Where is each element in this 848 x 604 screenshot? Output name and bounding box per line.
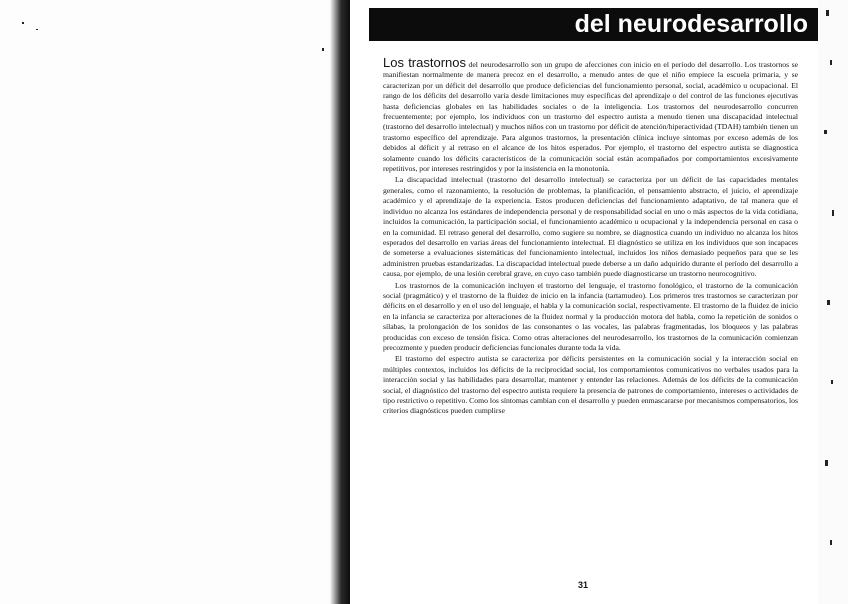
scan-speck (825, 460, 828, 466)
scan-speck (826, 10, 829, 16)
scan-speck (827, 300, 830, 305)
lead-words: Los trastornos (383, 55, 466, 70)
paragraph-autism-spectrum: El trastorno del espectro autista se caracteriza por déficits persistentes en la comunicación social y la interacción social en múltiples contextos, incluidos los déficits de la reciprocidad social, los comportamientos comunicativos no verbales usados para la interacción social y las habilidades para desarrollar, mantener y entender las relaciones. Además de los déficits de la comunicación social, el diagnóstico del trastorno del espectro autista requiere la presencia de patrones de comportamiento, intereses o actividades de tipo restrictivo o repetitivo. Como los síntomas cambian con el desarrollo y pueden enmascararse por mecanismos compensatorios, los criterios diagnósticos pueden cumplirse (383, 354, 798, 416)
book-binding-shadow (330, 0, 350, 604)
scan-speck (22, 22, 24, 24)
next-page-edge (818, 0, 848, 604)
scan-speck (831, 380, 833, 384)
chapter-title-bar (369, 8, 818, 41)
left-facing-page (0, 0, 330, 604)
scan-speck (824, 130, 827, 134)
scan-speck (832, 210, 834, 216)
chapter-title: del neurodesarrollo (574, 10, 808, 38)
paragraph-text: del neurodesarrollo son un grupo de afecciones con inicio en el período del desarrollo. Los trastornos se manifiestan normalmente de manera precoz en el desarrollo, a menudo antes de que el niño empiece la escuela primaria, y se caracterizan por un déficit del desarrollo que produce deficiencias del funcionamiento personal, social, académico u ocupacional. El rango de los déficits del desarrollo varía desde limitaciones muy específicas del aprendizaje o del control de las funciones ejecutivas hasta deficiencias globales en las habilidades sociales o de la inteligencia. Los trastornos del neurodesarrollo concurren frecuentemente; por ejemplo, los individuos con un trastorno del espectro autista a menudo tienen una discapacidad intelectual (trastorno del desarrollo intelectual) y muchos niños con un trastorno por déficit de atención/hiperactividad (TDAH) también tienen un trastorno específico del aprendizaje. Para algunos trastornos, la presentación clínica incluye síntomas por exceso además de los debidos al déficit y al retraso en el alcance de los hitos esperados. Por ejemplo, el trastorno del espectro autista se diagnostica solamente cuando los déficits característicos de la comunicación social están acompañados por comportamientos excesivamente repetitivos, por intereses restringidos y por la insistencia en la monotonía. (383, 60, 799, 174)
scan-speck (36, 29, 38, 30)
scan-speck (830, 540, 832, 545)
page-body-text (383, 55, 799, 418)
page-number: 31 (578, 580, 589, 590)
scan-speck (322, 48, 324, 51)
paragraph-intellectual-disability: La discapacidad intelectual (trastorno del desarrollo intelectual) se caracteriza por un déficit de las capacidades mentales generales, como el razonamiento, la resolución de problemas, la planificación, el pensamiento abstracto, el juicio, el aprendizaje académico y el aprendizaje de la experiencia. Estos producen deficiencias del funcionamiento adaptativo, de tal manera que el individuo no alcanza los estándares de independencia personal y de responsabilidad social en uno o más aspectos de la vida cotidiana, incluidos la comunicación, la participación social, el funcionamiento académico u ocupacional y la independencia personal en casa o en la comunidad. El retraso general del desarrollo, como sugiere su nombre, se diagnostica cuando un individuo no alcanza los hitos esperados del desarrollo en varias áreas del funcionamiento intelectual. El diagnóstico se utiliza en los individuos que son incapaces de someterse a evaluaciones sistemáticas del funcionamiento intelectual, incluidos los niños demasiado pequeños para que se les administren pruebas estandarizadas. La discapacidad intelectual puede deberse a un daño adquirido durante el período del desarrollo a causa, por ejemplo, de una lesión cerebral grave, en cuyo caso también puede diagnosticarse un trastorno neurocognitivo. (383, 175, 798, 279)
paragraph-intro (383, 55, 799, 174)
paragraph-communication-disorders: Los trastornos de la comunicación incluyen el trastorno del lenguaje, el trastorno fonológico, el trastorno de la comunicación social (pragmático) y el trastorno de la fluidez de inicio en la infancia (tartamudeo). Los primeros tres trastornos se caracterizan por déficits en el desarrollo y en el uso del lenguaje, el habla y la comunicación social, respectivamente. El trastorno de la fluidez de inicio en la infancia se caracteriza por alteraciones de la fluidez normal y la producción motora del habla, como la repetición de sonidos o sílabas, la prolongación de los sonidos de las consonantes o las vocales, las palabras fragmentadas, los bloqueos y las palabras producidas con exceso de tensión física. Como otras alteraciones del neurodesarrollo, los trastornos de la comunicación comienzan precozmente y pueden producir deficiencias funcionales durante toda la vida. (383, 280, 798, 352)
book-page (350, 0, 818, 604)
scan-speck (830, 60, 832, 65)
